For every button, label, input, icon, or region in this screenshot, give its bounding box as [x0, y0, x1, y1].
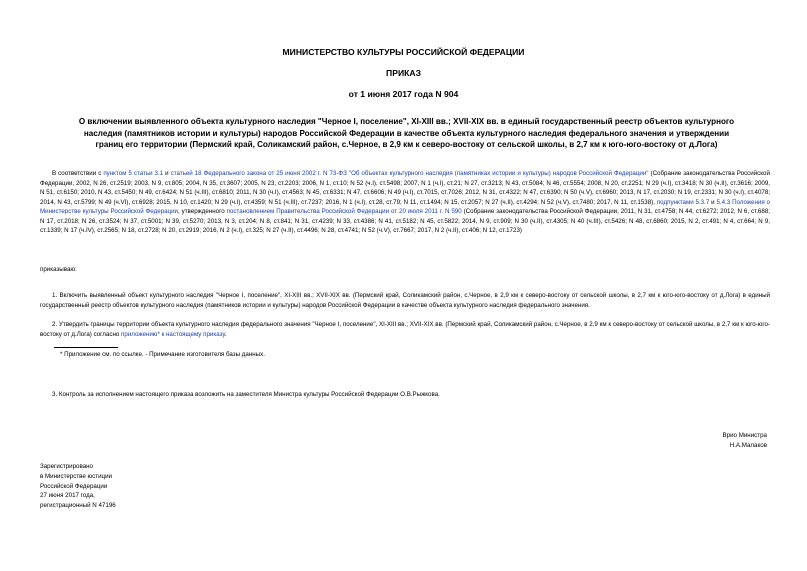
order-item-3-text: 3. Контроль за исполнением настоящего приказа возложить на заместителя Министра культуры Российской Федерации О.В.Рыжкова.	[52, 391, 440, 398]
order-item-1	[40, 291, 770, 310]
preamble-and-1: и	[165, 170, 169, 177]
order-item-3	[40, 390, 770, 400]
link-appendix[interactable]: приложению* к настоящему приказу	[121, 330, 225, 338]
preamble-citations-1: (Собрание законодательства Российской Федерации, 2002, N 26, ст.2519; 2003, N 9, ст.805; 2004, N 35, ст.3607; 2005, N 23, ст.2203; 2006, N 1, ст.10; N 52 (ч.I), ст.5498; 2007, N 1 (ч.I), ст.21; N 27, ст.3213; N 43, ст.5084; N 46, ст.5554; 2008, N 20, ст.2251; N 29 (ч.I), ст.3418; N 30 (ч.II), ст.3616; 2009, N 51, ст.6150; 2010, N 43, ст.5450; N 49, ст.6424; N 51 (ч.III), ст.6810; 2011, N 30 (ч.I), ст.4563; N 45, ст.6331; N 47, ст.6606; N 49 (ч.I), ст.7015, ст.7026; 2012, N 31, ст.4322; N 47, ст.6390; N 50 (ч.V), ст.6960; 2013, N 17, ст.2030; N 19, ст.2331; N 30 (ч.I), ст.4078; 2014, N 43, ст.5799; N 49 (ч.VI), ст.6928; 2015, N 10, ст.1420; N 29 (ч.I), ст.4359; N 51 (ч.III), ст.7237; 2016, N 1 (ч.I), ст.28, ст.79; N 11, ст.1494; N 15, ст.2057; N 27 (ч.II), ст.4294; N 52 (ч.V), ст.7480; 2017, N 11, ст.1538),	[40, 170, 770, 206]
link-subclause-5-4-3[interactable]: 5.4.3 Положения о Министерстве культуры Российской Федерации	[40, 198, 770, 215]
footnote: * Приложение см. по ссылке. - Примечание изготовителя базы данных.	[60, 351, 265, 358]
order-item-2-text: 2. Утвердить границы территории объекта культурного наследия федерального значения "Черное I, поселение", XI-XIII вв.; XVII-XIX вв. (Пермский край, Соликамский район, с.Черное, в 2,9 км к северо-востоку от сельской школы, в 2,7 км к юго-юго-востоку от д.Лога) согласно	[40, 321, 770, 338]
registration-block	[40, 462, 116, 511]
order-item-1-text: 1. Включить выявленный объект культурного наследия "Черное I, поселение", XI-XIII вв.; XVII-XIX вв. (Пермский край, Соликамский район, с.Черное, в 2,9 км к северо-востоку от сельской школы, в 2,7 км к юго-юго-востоку от д.Лога) в единый государственный реестр объектов культурного наследия (памятников истории и культуры) народов Российской Федерации в качестве объекта культурного наследия федерального значения.	[40, 292, 770, 309]
registration-line: Зарегистрировано	[40, 463, 93, 470]
order-item-2	[40, 320, 770, 339]
link-subclause-5-3-7[interactable]: подпунктами 5.3.7	[656, 198, 710, 206]
ministry-heading: МИНИСТЕРСТВО КУЛЬТУРЫ РОССИЙСКОЙ ФЕДЕРАЦИИ	[282, 47, 525, 57]
link-article-3-1[interactable]: пунктом 5 статьи 3.1	[103, 170, 164, 177]
link-article-18-law-73fz[interactable]: статьей 18 Федерального закона от 25 июня 2002 г. N 73-ФЗ "Об объектах культурного наследия (памятниках истории и культуры) народов Российской Федерации"	[170, 170, 649, 177]
registration-line: Российской Федерации	[40, 482, 108, 490]
preamble-citations-2: (Собрание законодательства Российской Федерации, 2011, N 31, ст.4758; N 44, ст.6272; 2012, N 6, ст.688; N 17, ст.2018; N 26, ст.3524; N 37, ст.5001; N 39, ст.5270; 2013, N 3, ст.204; N 8, ст.841; N 31, ст.4239; N 33, ст.4386; N 41, ст.5182; N 45, ст.5822; 2014, N 9, ст.909; N 30 (ч.II), ст.4305; N 40 (ч.III), ст.5426; N 48, ст.6860; 2015, N 2, ст.491; N 4, ст.664; N 9, ст.1339; N 17 (ч.IV), ст.2565; N 18, ст.2728; N 20, ст.2919; 2016, N 2 (ч.I), ст.325; N 27 (ч.II), ст.4496; N 28, ст.4741; N 52 (ч.V), ст.7667; 2017, N 2 (ч.II), ст.406; N 12, ст.1723)	[40, 208, 770, 234]
order-item-2-end: .	[224, 330, 227, 338]
link-government-resolution-590[interactable]: постановлением Правительства Российской Федерации от 20 июля 2011 г. N 590	[226, 208, 462, 215]
footnote-divider	[54, 347, 118, 348]
preamble-approved: , утвержденного	[178, 208, 225, 215]
registration-line: в Министерстве юстиции	[40, 472, 113, 480]
signature-block	[723, 431, 767, 450]
preamble-paragraph	[40, 169, 770, 236]
registration-line: 27 июня 2017 года,	[40, 492, 95, 500]
preamble-and-2: и	[711, 198, 715, 206]
document-type: ПРИКАЗ	[386, 68, 421, 78]
preamble-intro: В соответствии с	[52, 170, 102, 177]
document-title: О включении выявленного объекта культурного наследия "Черное I, поселение", XI-XIII вв.; XVII-XIX вв. в единый государственный реестр объектов культурного наследия (памятников истории и культуры) народов Российской Федерации в качестве объекта культурного наследия федерального значения и утверждении границ его территории (Пермский край, Соликамский район, с.Черное, в 2,9 км к северо-востоку от сельской школы, в 2,7 км к юго-юго-востоку от д.Лога)	[78, 117, 735, 150]
order-word: приказываю:	[40, 266, 77, 273]
document-date-number: от 1 июня 2017 года N 904	[348, 89, 459, 99]
registration-line: регистрационный N 47196	[40, 502, 116, 510]
signature-position: Врио Министра	[722, 432, 767, 439]
signature-name: Н.А.Малаков	[729, 441, 767, 449]
